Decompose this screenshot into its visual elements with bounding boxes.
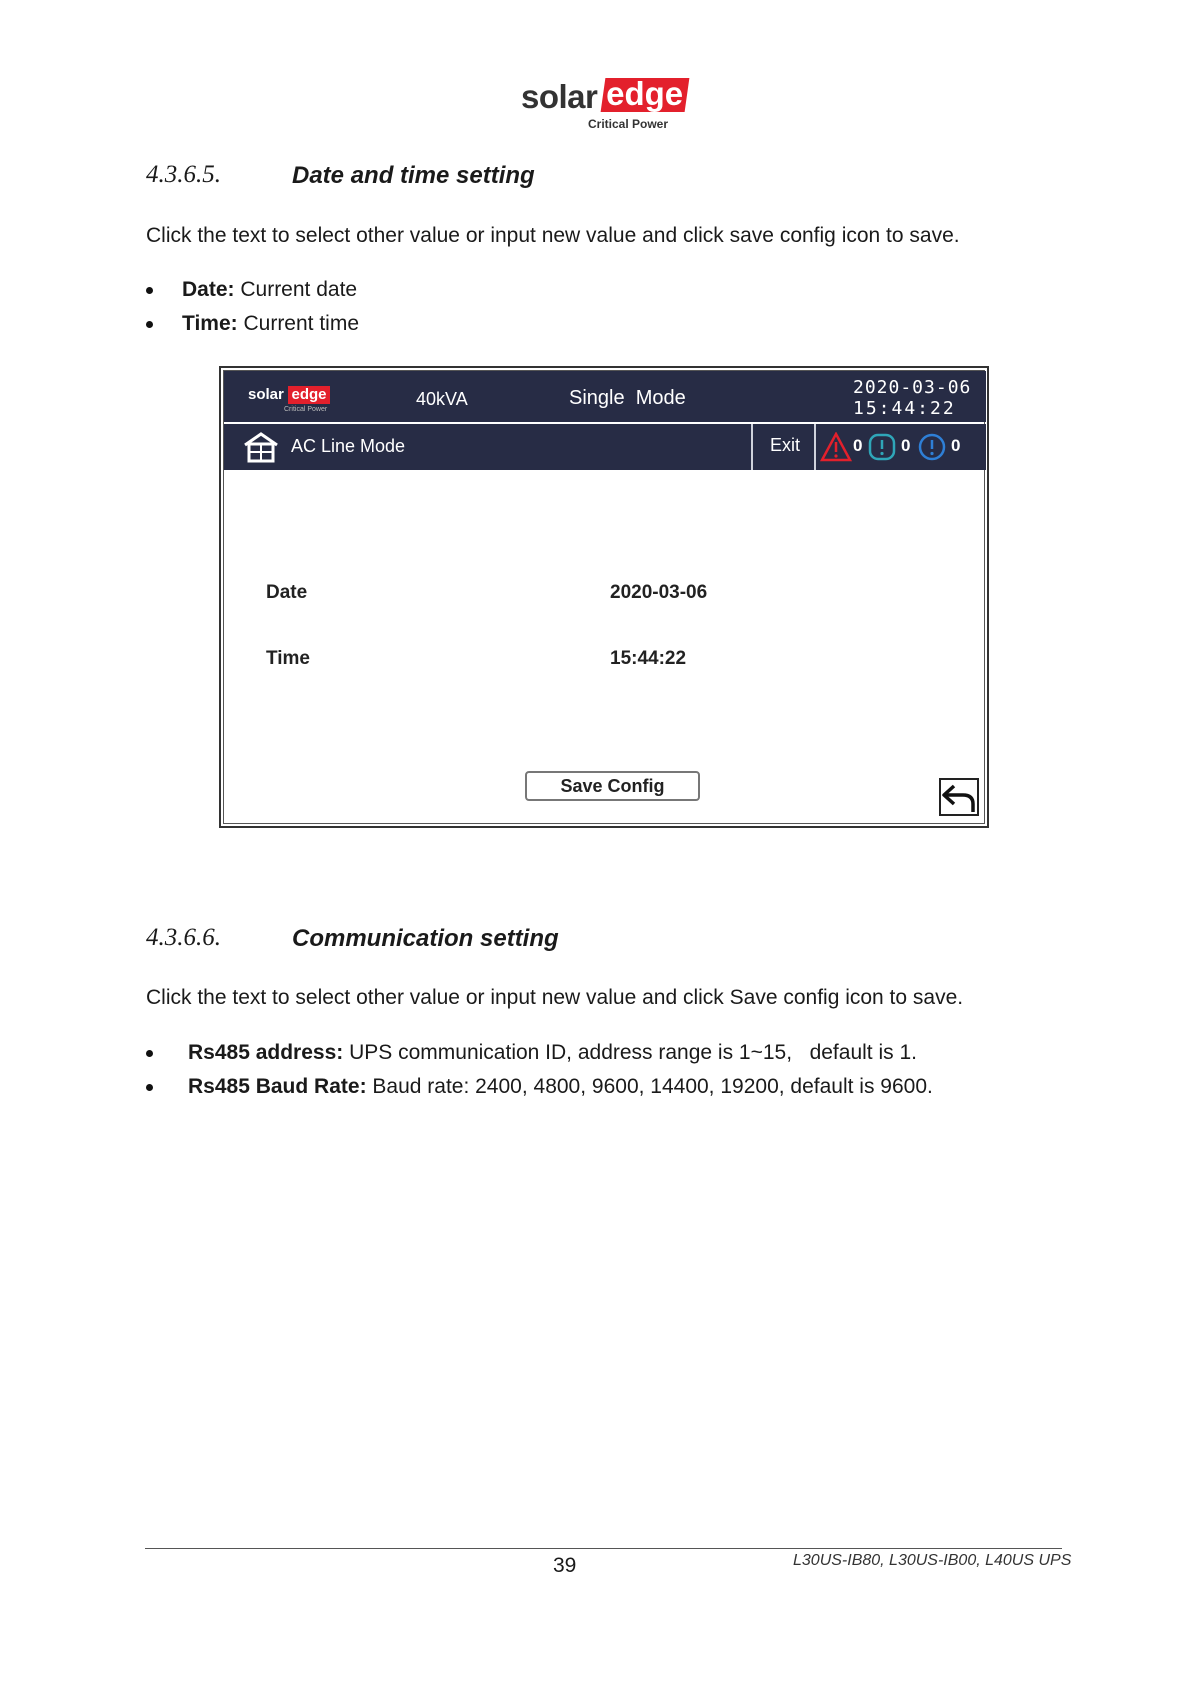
page-number: 39 bbox=[553, 1554, 577, 1577]
logo-edge-box bbox=[601, 75, 690, 112]
divider bbox=[751, 424, 753, 470]
screen-logo-sub: Critical Power bbox=[284, 406, 328, 413]
home-icon bbox=[243, 431, 279, 463]
bullet-desc: Baud rate: 2400, 4800, 9600, 14400, 19200, default is 9600. bbox=[366, 1075, 933, 1098]
bullet-dot bbox=[146, 1084, 153, 1091]
bullet-desc: UPS communication ID, address range is 1~15, default is 1. bbox=[343, 1041, 917, 1064]
date-field-value[interactable]: 2020-03-06 bbox=[610, 582, 708, 603]
section-intro: Click the text to select other value or input new value and click Save config icon to save. bbox=[146, 986, 964, 1009]
bullet-item bbox=[182, 312, 359, 336]
section-title: Date and time setting bbox=[292, 162, 535, 189]
section-intro: Click the text to select other value or input new value and click save config icon to save. bbox=[146, 224, 960, 247]
capacity-label: 40kVA bbox=[416, 389, 468, 409]
logo-edge-text: edge bbox=[606, 75, 684, 112]
time-field-label: Time bbox=[266, 648, 311, 669]
bullet-dot bbox=[146, 287, 153, 294]
screen-logo bbox=[248, 385, 338, 415]
bullet-label: Time: bbox=[182, 312, 238, 335]
bullet-label: Rs485 Baud Rate: bbox=[188, 1075, 367, 1098]
bullet-label: Rs485 address: bbox=[188, 1041, 344, 1064]
bullet-item bbox=[188, 1041, 917, 1065]
alarm-count: 0 bbox=[853, 436, 863, 455]
fault-count: 0 bbox=[901, 436, 911, 455]
section-title: Communication setting bbox=[292, 925, 559, 952]
date-field-label: Date bbox=[266, 582, 308, 603]
status-top-bar bbox=[224, 371, 986, 422]
info-count: 0 bbox=[951, 436, 961, 455]
fault-icon[interactable] bbox=[868, 433, 896, 461]
bullet-label: Date: bbox=[182, 278, 235, 301]
info-icon[interactable] bbox=[918, 433, 946, 461]
mode-bar bbox=[224, 424, 986, 470]
bullet-item bbox=[182, 278, 357, 302]
bullet-desc: Current date bbox=[234, 278, 358, 301]
back-arrow-icon[interactable] bbox=[939, 778, 979, 816]
warning-triangle-icon[interactable] bbox=[820, 432, 852, 462]
ups-screen bbox=[219, 366, 989, 828]
logo-subtitle: Critical Power bbox=[588, 117, 669, 131]
footer-model: L30US-IB80, L30US-IB00, L40US UPS bbox=[793, 1552, 1072, 1569]
divider bbox=[814, 424, 816, 470]
section-number: 4.3.6.5. bbox=[146, 161, 221, 188]
screen-logo-solar: solar bbox=[248, 386, 284, 403]
line-mode-label: AC Line Mode bbox=[291, 436, 406, 456]
screen-logo-edge: edge bbox=[288, 386, 330, 404]
section-number: 4.3.6.6. bbox=[146, 924, 221, 951]
clock-time: 15:44:22 bbox=[853, 398, 956, 419]
logo-solar-text: solar bbox=[521, 78, 598, 115]
bullet-item bbox=[188, 1075, 933, 1099]
system-mode-label: Single Mode bbox=[569, 387, 686, 409]
clock-date: 2020-03-06 bbox=[853, 377, 972, 398]
bullet-dot bbox=[146, 1050, 153, 1057]
footer-rule bbox=[145, 1548, 1062, 1549]
time-field-value[interactable]: 15:44:22 bbox=[610, 648, 687, 669]
exit-button[interactable]: Exit bbox=[770, 435, 801, 455]
save-config-button[interactable]: Save Config bbox=[525, 771, 700, 801]
solaredge-logo bbox=[521, 76, 691, 136]
bullet-dot bbox=[146, 321, 153, 328]
bullet-desc: Current time bbox=[237, 312, 360, 335]
